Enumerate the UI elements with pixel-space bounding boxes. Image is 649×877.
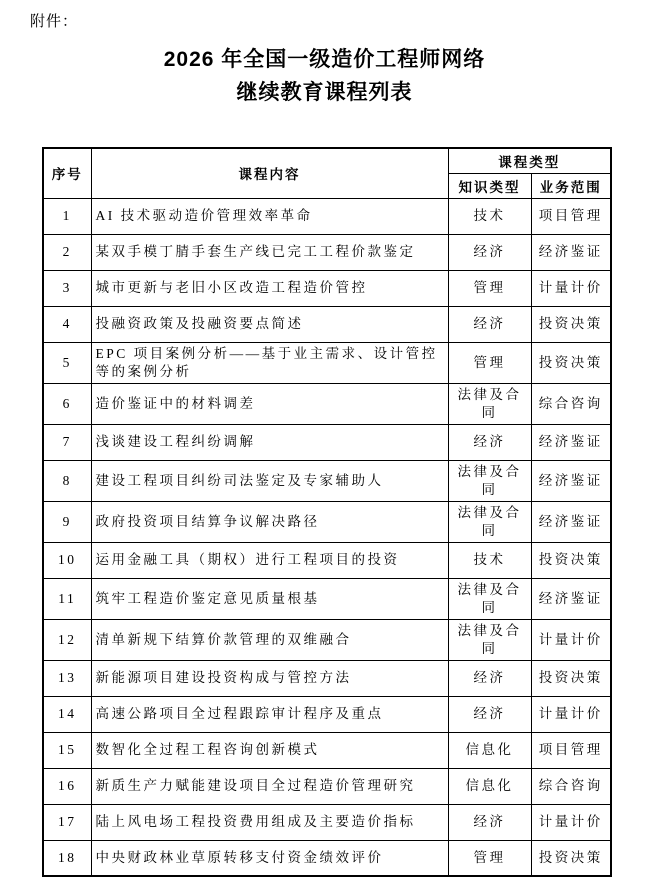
row-number: 13 — [43, 660, 91, 696]
table-row — [43, 660, 611, 696]
row-number: 16 — [43, 768, 91, 804]
business-scope-cell: 综合咨询 — [531, 768, 611, 804]
course-content-cell: 政府投资项目结算争议解决路径 — [91, 501, 448, 542]
header-knowledge-type: 知识类型 — [448, 173, 531, 198]
table-row — [43, 270, 611, 306]
course-content-cell: 浅谈建设工程纠纷调解 — [91, 424, 448, 460]
table-row — [43, 424, 611, 460]
knowledge-type-cell: 管理 — [448, 342, 531, 383]
knowledge-type-cell: 法律及合同 — [448, 383, 531, 424]
business-scope-cell: 投资决策 — [531, 342, 611, 383]
knowledge-type-cell: 技术 — [448, 198, 531, 234]
course-content-cell: 陆上风电场工程投资费用组成及主要造价指标 — [91, 804, 448, 840]
knowledge-type-cell: 信息化 — [448, 768, 531, 804]
business-scope-cell: 综合咨询 — [531, 383, 611, 424]
row-number: 4 — [43, 306, 91, 342]
course-content-cell: 高速公路项目全过程跟踪审计程序及重点 — [91, 696, 448, 732]
course-table — [42, 147, 612, 877]
course-content-cell: 清单新规下结算价款管理的双维融合 — [91, 619, 448, 660]
course-content-cell: 投融资政策及投融资要点简述 — [91, 306, 448, 342]
table-row — [43, 696, 611, 732]
row-number: 8 — [43, 460, 91, 501]
course-content-cell: 建设工程项目纠纷司法鉴定及专家辅助人 — [91, 460, 448, 501]
row-number: 18 — [43, 840, 91, 876]
header-course-type-group: 课程类型 — [448, 148, 611, 173]
business-scope-cell: 经济鉴证 — [531, 501, 611, 542]
table-row — [43, 342, 611, 383]
row-number: 14 — [43, 696, 91, 732]
row-number: 1 — [43, 198, 91, 234]
business-scope-cell: 投资决策 — [531, 660, 611, 696]
business-scope-cell: 投资决策 — [531, 306, 611, 342]
knowledge-type-cell: 法律及合同 — [448, 460, 531, 501]
row-number: 3 — [43, 270, 91, 306]
header-content: 课程内容 — [91, 148, 448, 198]
business-scope-cell: 项目管理 — [531, 198, 611, 234]
course-content-cell: 中央财政林业草原转移支付资金绩效评价 — [91, 840, 448, 876]
table-row — [43, 768, 611, 804]
table-row — [43, 732, 611, 768]
business-scope-cell: 经济鉴证 — [531, 424, 611, 460]
business-scope-cell: 项目管理 — [531, 732, 611, 768]
course-content-cell: 某双手模丁腈手套生产线已完工工程价款鉴定 — [91, 234, 448, 270]
course-content-cell: AI 技术驱动造价管理效率革命 — [91, 198, 448, 234]
course-content-cell: 城市更新与老旧小区改造工程造价管控 — [91, 270, 448, 306]
page-title-line1: 2026 年全国一级造价工程师网络 — [163, 48, 486, 71]
table-row — [43, 840, 611, 876]
course-content-cell: 造价鉴证中的材料调差 — [91, 383, 448, 424]
row-number: 5 — [43, 342, 91, 383]
table-row — [43, 578, 611, 619]
knowledge-type-cell: 经济 — [448, 660, 531, 696]
row-number: 2 — [43, 234, 91, 270]
row-number: 12 — [43, 619, 91, 660]
knowledge-type-cell: 经济 — [448, 424, 531, 460]
knowledge-type-cell: 法律及合同 — [448, 619, 531, 660]
knowledge-type-cell: 经济 — [448, 234, 531, 270]
business-scope-cell: 计量计价 — [531, 270, 611, 306]
row-number: 17 — [43, 804, 91, 840]
row-number: 6 — [43, 383, 91, 424]
table-row — [43, 542, 611, 578]
page-title-line2: 继续教育课程列表 — [236, 81, 413, 104]
table-row — [43, 198, 611, 234]
business-scope-cell: 投资决策 — [531, 840, 611, 876]
course-content-cell: 新能源项目建设投资构成与管控方法 — [91, 660, 448, 696]
business-scope-cell: 计量计价 — [531, 696, 611, 732]
course-content-cell: 筑牢工程造价鉴定意见质量根基 — [91, 578, 448, 619]
table-row — [43, 234, 611, 270]
page-title — [0, 43, 649, 109]
course-content-cell: 数智化全过程工程咨询创新模式 — [91, 732, 448, 768]
knowledge-type-cell: 法律及合同 — [448, 578, 531, 619]
knowledge-type-cell: 法律及合同 — [448, 501, 531, 542]
knowledge-type-cell: 经济 — [448, 696, 531, 732]
attachment-label: 附件： — [30, 14, 79, 30]
header-business-scope: 业务范围 — [531, 173, 611, 198]
table-row — [43, 619, 611, 660]
header-row-1 — [43, 148, 611, 173]
business-scope-cell: 经济鉴证 — [531, 460, 611, 501]
course-table-body — [43, 198, 611, 876]
table-row — [43, 501, 611, 542]
row-number: 11 — [43, 578, 91, 619]
business-scope-cell: 计量计价 — [531, 619, 611, 660]
row-number: 9 — [43, 501, 91, 542]
row-number: 10 — [43, 542, 91, 578]
knowledge-type-cell: 技术 — [448, 542, 531, 578]
business-scope-cell: 投资决策 — [531, 542, 611, 578]
course-table-header — [43, 148, 611, 198]
knowledge-type-cell: 管理 — [448, 270, 531, 306]
row-number: 7 — [43, 424, 91, 460]
knowledge-type-cell: 经济 — [448, 306, 531, 342]
business-scope-cell: 经济鉴证 — [531, 578, 611, 619]
knowledge-type-cell: 管理 — [448, 840, 531, 876]
business-scope-cell: 经济鉴证 — [531, 234, 611, 270]
course-content-cell: EPC 项目案例分析——基于业主需求、设计管控等的案例分析 — [91, 342, 448, 383]
table-row — [43, 383, 611, 424]
course-content-cell: 运用金融工具（期权）进行工程项目的投资 — [91, 542, 448, 578]
table-row — [43, 460, 611, 501]
knowledge-type-cell: 信息化 — [448, 732, 531, 768]
course-content-cell: 新质生产力赋能建设项目全过程造价管理研究 — [91, 768, 448, 804]
header-no: 序号 — [43, 148, 91, 198]
business-scope-cell: 计量计价 — [531, 804, 611, 840]
knowledge-type-cell: 经济 — [448, 804, 531, 840]
row-number: 15 — [43, 732, 91, 768]
table-row — [43, 804, 611, 840]
table-row — [43, 306, 611, 342]
